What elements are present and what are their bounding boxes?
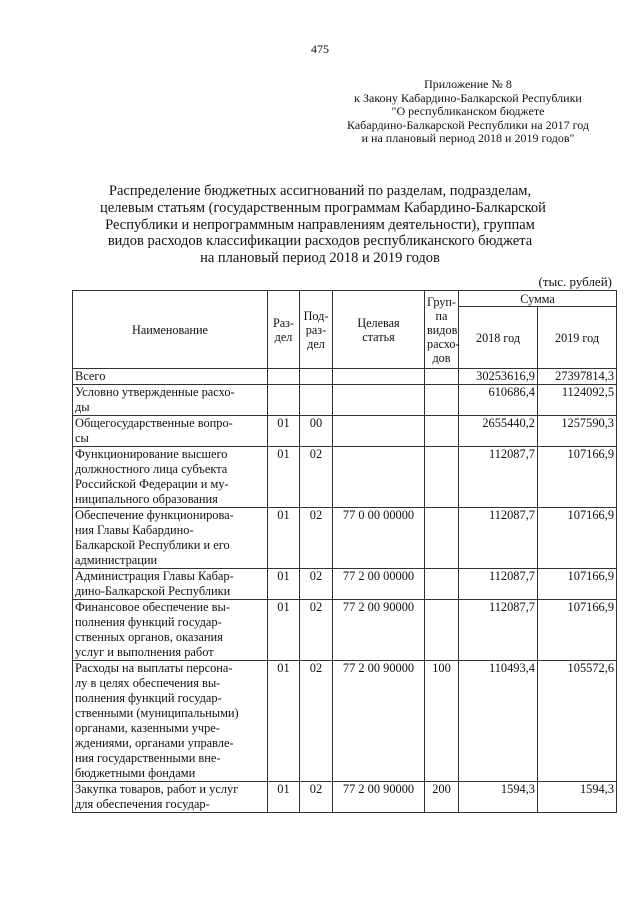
cell-subsection: 02	[300, 782, 333, 813]
table-row	[73, 661, 617, 782]
cell-section: 01	[268, 447, 300, 508]
appendix-line: Приложение № 8	[424, 77, 512, 91]
row-name-line: ды	[75, 400, 90, 414]
cell-subsection	[300, 385, 333, 416]
row-name-line: ниципального образования	[75, 492, 218, 506]
cell-section	[268, 369, 300, 385]
cell-section: 01	[268, 416, 300, 447]
header-text: дов	[432, 350, 451, 365]
appendix-line: к Закону Кабардино-Балкарской Республики	[354, 90, 582, 105]
appendix-line: "О республиканском бюджете	[391, 104, 545, 118]
cell-group	[425, 385, 459, 416]
cell-subsection: 02	[300, 600, 333, 661]
table-row	[73, 508, 617, 569]
row-name-line: Функционирование высшего	[75, 447, 228, 461]
cell-y2019: 107166,9	[538, 508, 617, 569]
header-sum: Сумма	[459, 291, 617, 307]
cell-section	[268, 385, 300, 416]
row-name	[73, 661, 268, 782]
cell-group	[425, 416, 459, 447]
table-row	[73, 782, 617, 813]
header-text: статья	[362, 329, 395, 344]
header-2019: 2019 год	[538, 307, 617, 369]
cell-subsection	[300, 369, 333, 385]
document-title	[100, 183, 546, 267]
header-2018: 2018 год	[459, 307, 538, 369]
cell-group	[425, 508, 459, 569]
cell-subsection: 02	[300, 569, 333, 600]
row-name-line: ния государственными вне-	[75, 751, 221, 765]
cell-y2019: 27397814,3	[538, 369, 617, 385]
header-text: Под-	[303, 308, 329, 323]
row-name-line: Всего	[75, 369, 106, 383]
row-name-line: ственных органов, оказания	[75, 630, 223, 644]
row-name	[73, 369, 268, 385]
row-name-line: органами, казенными учре-	[75, 721, 220, 735]
row-name-line: полнения функций государ-	[75, 615, 222, 629]
cell-target: 77 2 00 00000	[333, 569, 425, 600]
cell-y2018: 112087,7	[459, 600, 538, 661]
cell-y2019: 1594,3	[538, 782, 617, 813]
header-text: Целевая	[357, 315, 400, 330]
row-name-line: Администрация Главы Кабар-	[75, 569, 234, 583]
page-number: 475	[311, 42, 329, 56]
row-name-line: ственными (муниципальными)	[75, 706, 239, 720]
header-group	[425, 291, 459, 369]
row-name-line: дино-Балкарской Республики	[75, 584, 231, 598]
cell-y2018: 30253616,9	[459, 369, 538, 385]
table-header	[73, 291, 617, 369]
header-section	[268, 291, 300, 369]
budget-table	[72, 290, 617, 813]
row-name	[73, 782, 268, 813]
cell-section: 01	[268, 569, 300, 600]
cell-group: 200	[425, 782, 459, 813]
cell-subsection: 00	[300, 416, 333, 447]
cell-section: 01	[268, 661, 300, 782]
cell-section: 01	[268, 782, 300, 813]
cell-target	[333, 447, 425, 508]
row-name-line: Балкарской Республики и его	[75, 538, 230, 552]
row-name	[73, 416, 268, 447]
table-row	[73, 385, 617, 416]
cell-y2019: 1124092,5	[538, 385, 617, 416]
cell-subsection: 02	[300, 661, 333, 782]
row-name-line: сы	[75, 431, 89, 445]
cell-y2018: 2655440,2	[459, 416, 538, 447]
row-name-line: лу в целях обеспечения вы-	[75, 676, 221, 690]
row-name-line: Закупка товаров, работ и услуг	[75, 782, 239, 796]
header-name: Наименование	[73, 291, 268, 369]
table-row	[73, 369, 617, 385]
row-name-line: Финансовое обеспечение вы-	[75, 600, 230, 614]
cell-section: 01	[268, 508, 300, 569]
cell-subsection: 02	[300, 447, 333, 508]
cell-target	[333, 385, 425, 416]
header-text: раз-	[305, 322, 327, 337]
header-text: дел	[274, 329, 293, 344]
cell-y2018: 112087,7	[459, 569, 538, 600]
row-name-line: Обеспечение функционирова-	[75, 508, 234, 522]
table-row	[73, 569, 617, 600]
table-row	[73, 600, 617, 661]
units-label: (тыс. рублей)	[538, 274, 612, 289]
header-text: расхо-	[427, 336, 460, 351]
cell-y2019: 107166,9	[538, 447, 617, 508]
table-row	[73, 416, 617, 447]
title-line: видов расходов классификации расходов республиканского бюджета	[107, 233, 533, 250]
cell-y2019: 107166,9	[538, 600, 617, 661]
cell-group	[425, 600, 459, 661]
row-name-line: Российской Федерации и му-	[75, 477, 229, 491]
header-subsection	[300, 291, 333, 369]
row-name-line: Расходы на выплаты персона-	[75, 661, 233, 675]
header-text: дел	[307, 336, 325, 351]
cell-y2019: 1257590,3	[538, 416, 617, 447]
cell-target	[333, 369, 425, 385]
cell-target: 77 2 00 90000	[333, 661, 425, 782]
row-name-line: Условно утвержденные расхо-	[75, 385, 235, 399]
row-name	[73, 600, 268, 661]
cell-target: 77 2 00 90000	[333, 782, 425, 813]
appendix-note	[318, 78, 618, 146]
row-name	[73, 385, 268, 416]
header-text: видов	[427, 322, 458, 337]
title-line: на плановый период 2018 и 2019 годов	[200, 250, 440, 267]
row-name-line: Общегосударственные вопро-	[75, 416, 233, 430]
cell-subsection: 02	[300, 508, 333, 569]
title-line: целевым статьям (государственным программам Кабардино-Балкарской	[100, 199, 546, 216]
cell-group	[425, 369, 459, 385]
row-name-line: бюджетными фондами	[75, 766, 196, 780]
cell-target: 77 2 00 90000	[333, 600, 425, 661]
row-name	[73, 508, 268, 569]
cell-group: 100	[425, 661, 459, 782]
row-name-line: ждениями, органами управле-	[75, 736, 234, 750]
row-name	[73, 569, 268, 600]
cell-section: 01	[268, 600, 300, 661]
cell-y2018: 610686,4	[459, 385, 538, 416]
cell-group	[425, 569, 459, 600]
cell-y2019: 105572,6	[538, 661, 617, 782]
cell-y2018: 112087,7	[459, 447, 538, 508]
row-name-line: должностного лица субъекта	[75, 462, 228, 476]
header-text: Раз-	[272, 315, 295, 330]
row-name-line: полнения функций государ-	[75, 691, 222, 705]
cell-target	[333, 416, 425, 447]
cell-y2019: 107166,9	[538, 569, 617, 600]
appendix-line: Кабардино-Балкарской Республики на 2017 год	[347, 117, 589, 132]
row-name-line: услуг и выполнения работ	[75, 645, 214, 659]
table-body	[73, 369, 617, 813]
row-name-line: ния Главы Кабардино-	[75, 523, 194, 537]
table-row	[73, 447, 617, 508]
cell-y2018: 112087,7	[459, 508, 538, 569]
row-name-line: для обеспечения государ-	[75, 797, 210, 811]
header-text: Груп-	[427, 294, 456, 309]
row-name	[73, 447, 268, 508]
cell-y2018: 1594,3	[459, 782, 538, 813]
cell-group	[425, 447, 459, 508]
cell-target: 77 0 00 00000	[333, 508, 425, 569]
header-text: па	[435, 308, 448, 323]
title-line: Распределение бюджетных ассигнований по разделам, подразделам,	[108, 183, 532, 199]
cell-y2018: 110493,4	[459, 661, 538, 782]
appendix-line: и на плановый период 2018 и 2019 годов"	[361, 131, 575, 145]
title-line: Республики и непрограммным направлениям деятельности), группам	[105, 216, 535, 233]
row-name-line: администрации	[75, 553, 158, 567]
header-target	[333, 291, 425, 369]
